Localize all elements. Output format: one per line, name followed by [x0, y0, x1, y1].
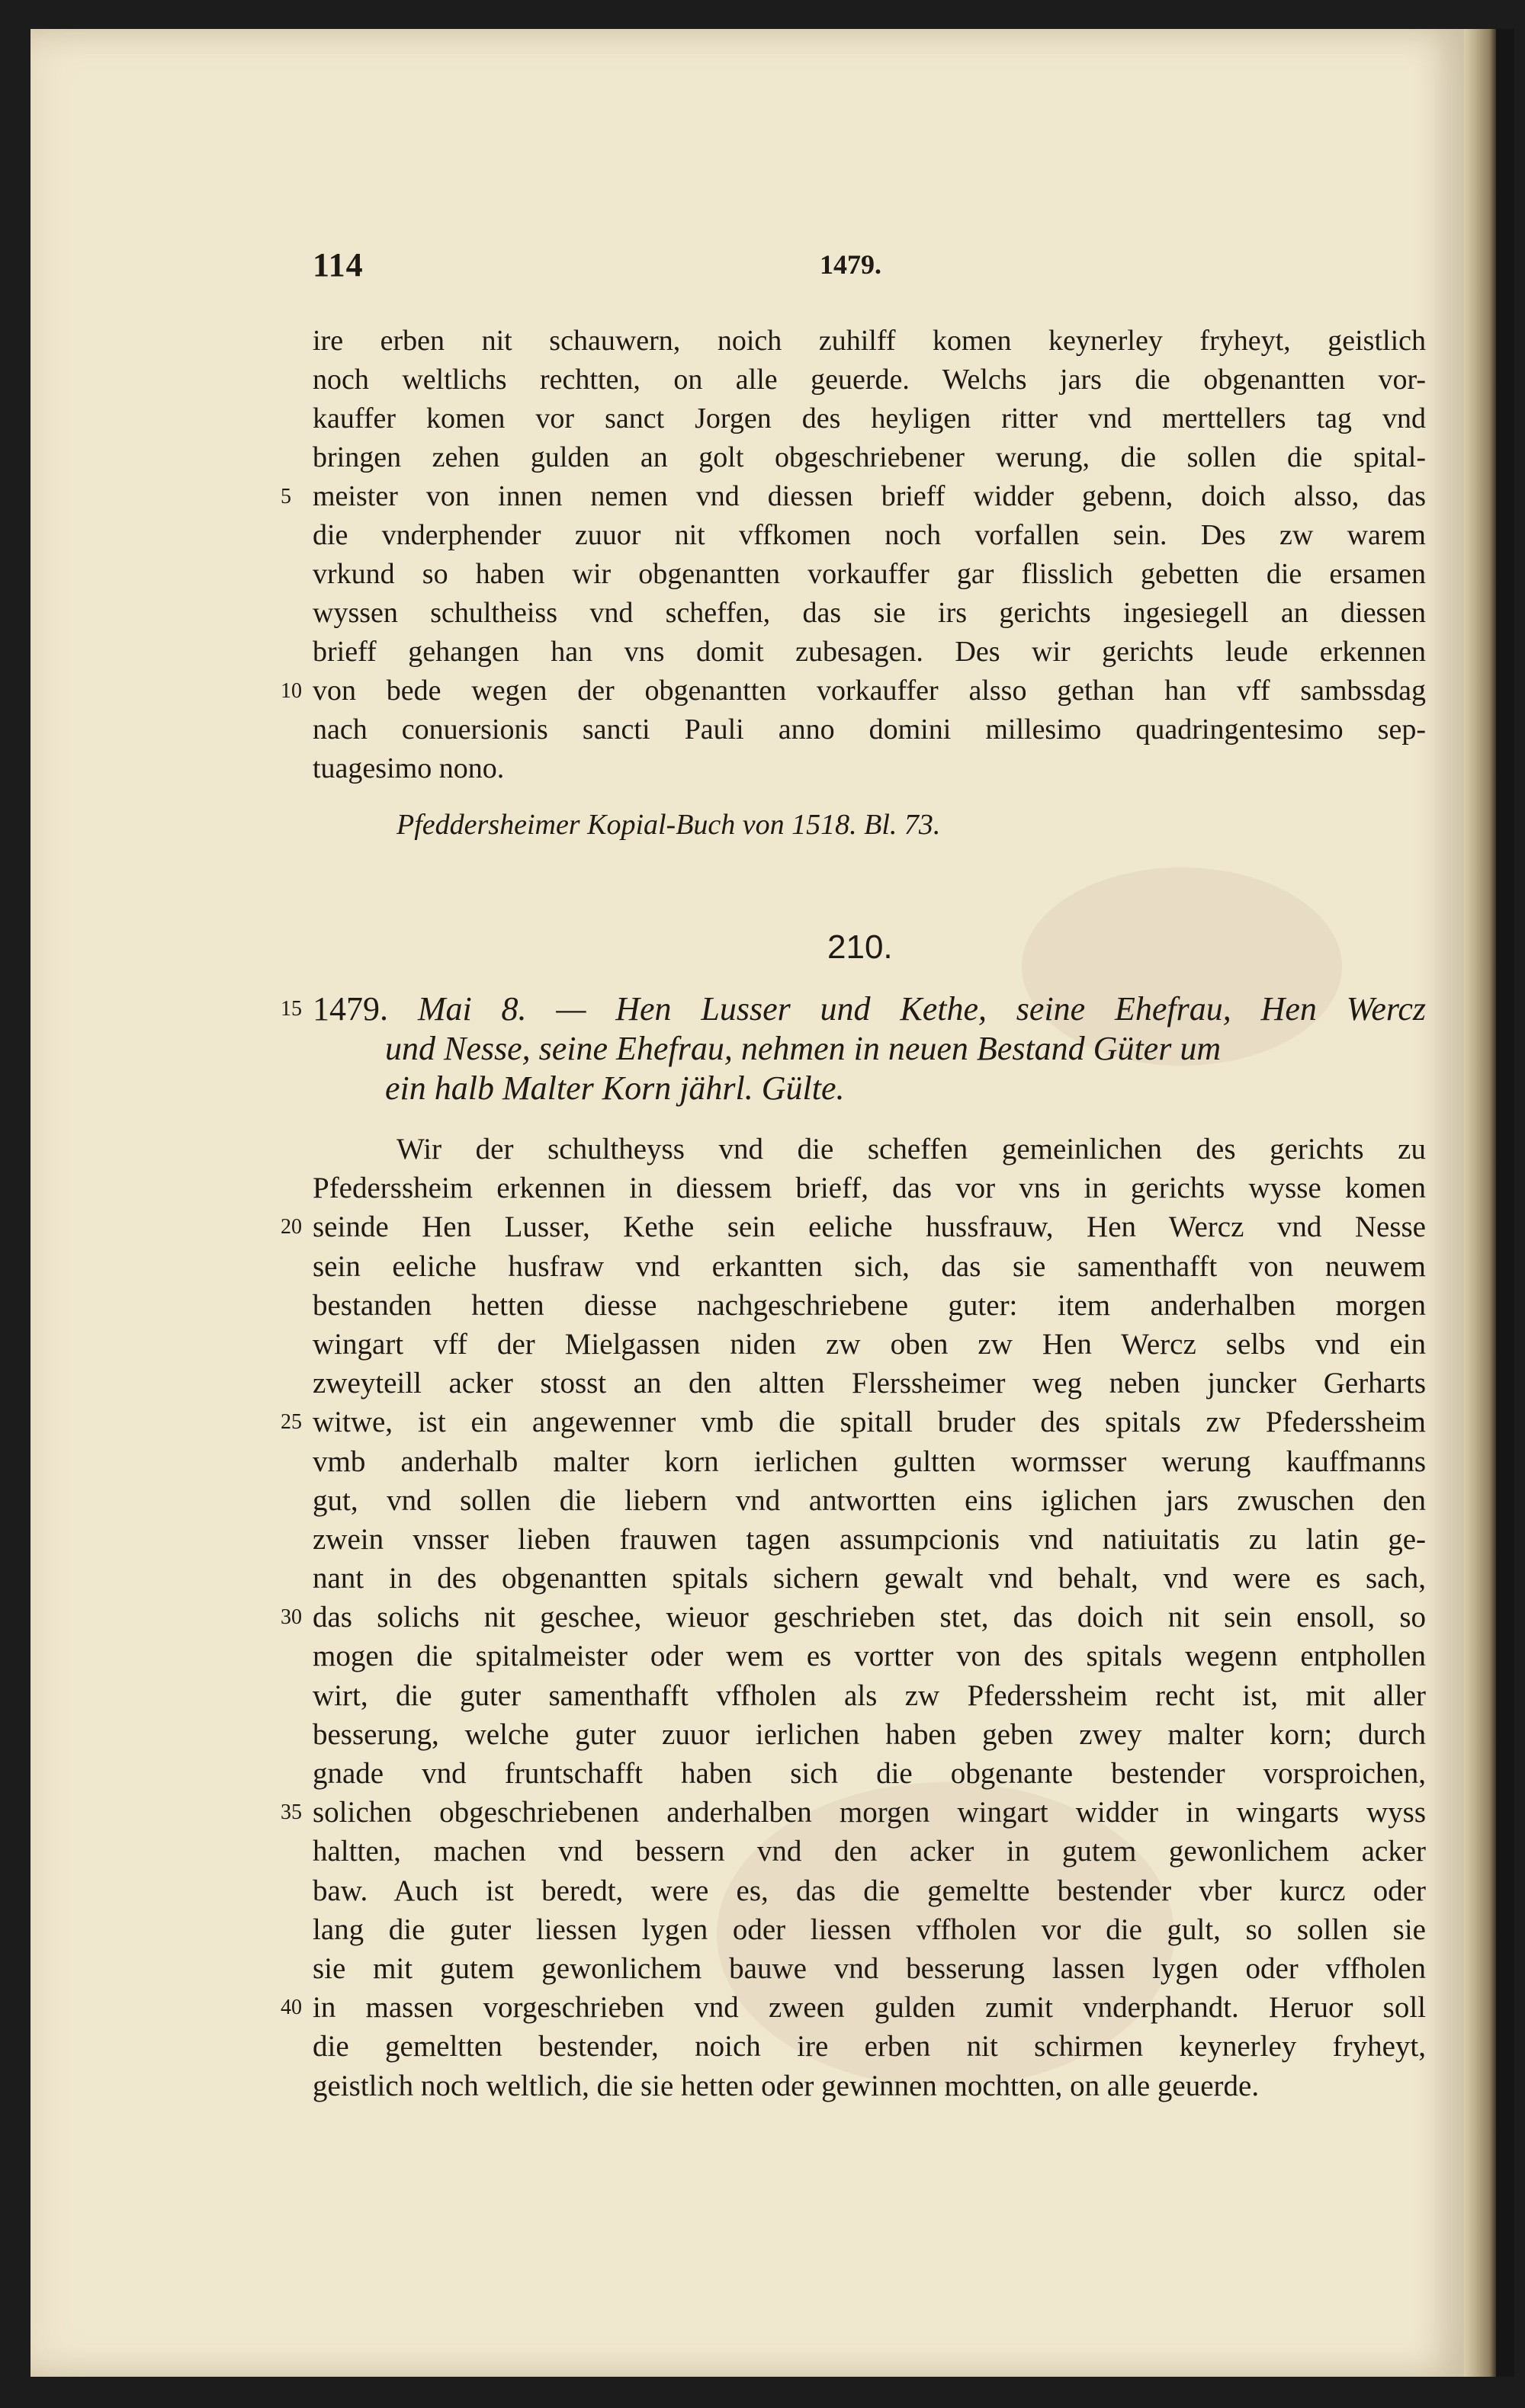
- text-line: [281, 1988, 1426, 2027]
- document-number: 210.: [827, 928, 893, 966]
- text-line: [313, 1871, 1426, 1910]
- line-number: 15: [281, 997, 302, 1021]
- regest-date-summary: Mai 8. — Hen Lusser und Kethe, seine Ehefrau, Hen Wercz: [417, 990, 1426, 1028]
- line-text: die gemeltten bestender, noich ire erben nit schirmen keynerley fryheyt,: [313, 2030, 1426, 2063]
- line-text: nach conuersionis sancti Pauli anno domini millesimo quadringentesimo sep-: [313, 713, 1426, 745]
- line-text: meister von innen nemen vnd diessen brieff widder gebenn, doich alsso, das: [313, 480, 1426, 512]
- line-number: 20: [281, 1215, 302, 1239]
- line-text: brieff gehangen han vns domit zubesagen. Des wir gerichts leude erkennen: [313, 636, 1426, 668]
- page-number: 114: [313, 246, 364, 284]
- text-line: [313, 1364, 1426, 1403]
- text-line: [313, 1442, 1426, 1481]
- text-line: [313, 1520, 1426, 1559]
- regest-line: ein halb Malter Korn jährl. Gülte.: [385, 1069, 845, 1107]
- line-text: von bede wegen der obgenantten vorkauffer alsso gethan han vff sambssdag: [313, 675, 1426, 707]
- text-line: [313, 710, 1426, 749]
- continuation-text: [281, 322, 1426, 788]
- line-text: seinde Hen Lusser, Kethe sein eeliche hussfrauw, Hen Wercz vnd Nesse: [313, 1210, 1426, 1244]
- line-text: wyssen schultheiss vnd scheffen, das sie irs gerichts ingesiegell an diessen: [313, 597, 1426, 629]
- line-text: gut, vnd sollen die liebern vnd antwortten eins iglichen jars zwuschen den: [313, 1483, 1426, 1517]
- line-text: zweyteill acker stosst an den altten Flerssheimer weg neben juncker Gerharts: [313, 1367, 1426, 1400]
- text-line: [281, 1403, 1426, 1441]
- text-line: [313, 1949, 1426, 1988]
- regest: [281, 989, 1426, 1108]
- text-line: [313, 749, 1426, 788]
- text-line: [313, 1130, 1426, 1169]
- text-line: [313, 516, 1426, 555]
- text-line: [313, 1481, 1426, 1520]
- text-line: [313, 1832, 1426, 1871]
- line-number: 25: [281, 1410, 302, 1435]
- text-line: [281, 1793, 1426, 1832]
- running-head: [313, 245, 1426, 284]
- line-text: sein eeliche husfraw vnd erkantten sich, das sie samenthafft von neuwem: [313, 1249, 1426, 1283]
- line-text: gnade vnd fruntschafft haben sich die obgenante bestender vorsproichen,: [313, 1757, 1426, 1790]
- line-text: Pfederssheim erkennen in diessem brieff, das vor vns in gerichts wysse komen: [313, 1172, 1426, 1205]
- text-line: [313, 361, 1426, 399]
- running-head-year: 1479.: [820, 249, 881, 280]
- line-text: vmb anderhalb malter korn ierlichen gultten wormsser werung kauffmanns: [313, 1444, 1426, 1478]
- text-line: [281, 1207, 1426, 1246]
- line-text: das solichs nit geschee, wieuor geschrieben stet, das doich nit sein ensoll, so: [313, 1601, 1426, 1634]
- line-text: kauffer komen vor sanct Jorgen des heyligen ritter vnd merttellers tag vnd: [313, 402, 1426, 434]
- text-line: [281, 477, 1426, 516]
- text-line: [313, 1559, 1426, 1598]
- page-edge: [1464, 29, 1496, 2377]
- line-number: 30: [281, 1605, 302, 1630]
- text-line: [313, 2027, 1426, 2066]
- text-line: [313, 1715, 1426, 1754]
- line-text: besserung, welche guter zuuor ierlichen haben geben zwey malter korn; durch: [313, 1717, 1426, 1751]
- line-number: 10: [281, 679, 302, 703]
- line-text: in massen vorgeschrieben vnd zween gulden zumit vnderphandt. Heruor soll: [313, 1991, 1426, 2025]
- text-line: [313, 555, 1426, 594]
- line-text: geistlich noch weltlich, die sie hetten oder gewinnen mochtten, on alle geuerde.: [313, 2069, 1260, 2102]
- line-text: haltten, machen vnd bessern vnd den acker in gutem gewonlichem acker: [313, 1835, 1426, 1868]
- source-citation: Pfeddersheimer Kopial-Buch von 1518. Bl. 73.: [396, 809, 941, 841]
- regest-year: 1479.: [313, 990, 388, 1028]
- line-text: nant in des obgenantten spitals sichern gewalt vnd behalt, vnd were es sach,: [313, 1562, 1426, 1595]
- text-line: [313, 1676, 1426, 1715]
- line-text: mogen die spitalmeister oder wem es vortter von des spitals wegenn entphollen: [313, 1640, 1426, 1673]
- text-line: [281, 1598, 1426, 1637]
- line-text: baw. Auch ist beredt, were es, das die gemeltte bestender vber kurcz oder: [313, 1874, 1426, 1907]
- text-line: [313, 1247, 1426, 1286]
- regest-line: und Nesse, seine Ehefrau, nehmen in neuen Bestand Güter um: [385, 1030, 1222, 1067]
- text-line: [313, 633, 1426, 672]
- text-line: [313, 1910, 1426, 1949]
- scan-border-strip: [1496, 29, 1514, 2377]
- text-line: [313, 1169, 1426, 1207]
- line-text: ire erben nit schauwern, noich zuhilff komen keynerley fryheyt, geistlich: [313, 325, 1426, 357]
- text-line: [313, 438, 1426, 477]
- line-text: sie mit gutem gewonlichem bauwe vnd besserung lassen lygen oder vffholen: [313, 1951, 1426, 1985]
- line-text: bringen zehen gulden an golt obgeschriebener werung, die sollen die spital-: [313, 441, 1426, 473]
- line-number: 35: [281, 1800, 302, 1825]
- line-text: vrkund so haben wir obgenantten vorkauffer gar flisslich gebetten die ersamen: [313, 558, 1426, 590]
- text-line: [313, 322, 1426, 361]
- text-line: [313, 594, 1426, 633]
- line-text: Wir der schultheyss vnd die scheffen gemeinlichen des gerichts zu: [396, 1133, 1426, 1166]
- line-text: die vnderphender zuuor nit vffkomen noch vorfallen sein. Des zw warem: [313, 519, 1426, 551]
- line-text: solichen obgeschriebenen anderhalben morgen wingart widder in wingarts wyss: [313, 1796, 1426, 1829]
- text-line: [313, 1286, 1426, 1325]
- line-text: lang die guter liessen lygen oder liessen vffholen vor die gult, so sollen sie: [313, 1913, 1426, 1946]
- line-number: 5: [281, 485, 291, 508]
- text-line: [313, 1325, 1426, 1364]
- line-text: noch weltlichs rechtten, on alle geuerde. Welchs jars die obgenantten vor-: [313, 364, 1426, 396]
- line-text: witwe, ist ein angewenner vmb die spitall bruder des spitals zw Pfederssheim: [313, 1406, 1426, 1439]
- line-number: 40: [281, 1996, 302, 2020]
- text-line: [281, 672, 1426, 710]
- line-text: wirt, die guter samenthafft vffholen als zw Pfederssheim recht ist, mit aller: [313, 1679, 1426, 1712]
- text-line: [313, 1754, 1426, 1793]
- line-text: bestanden hetten diesse nachgeschriebene guter: item anderhalben morgen: [313, 1288, 1426, 1322]
- line-text: wingart vff der Mielgassen niden zw oben zw Hen Wercz selbs vnd ein: [313, 1327, 1426, 1361]
- line-text: zwein vnsser lieben frauwen tagen assumpcionis vnd natiuitatis zu latin ge-: [313, 1522, 1426, 1556]
- text-line: [313, 1637, 1426, 1675]
- line-text: tuagesimo nono.: [313, 752, 505, 784]
- text-line: [313, 399, 1426, 438]
- regest-line: [281, 989, 1426, 1029]
- document-body: [281, 1130, 1426, 2105]
- text-line: [313, 2067, 1426, 2105]
